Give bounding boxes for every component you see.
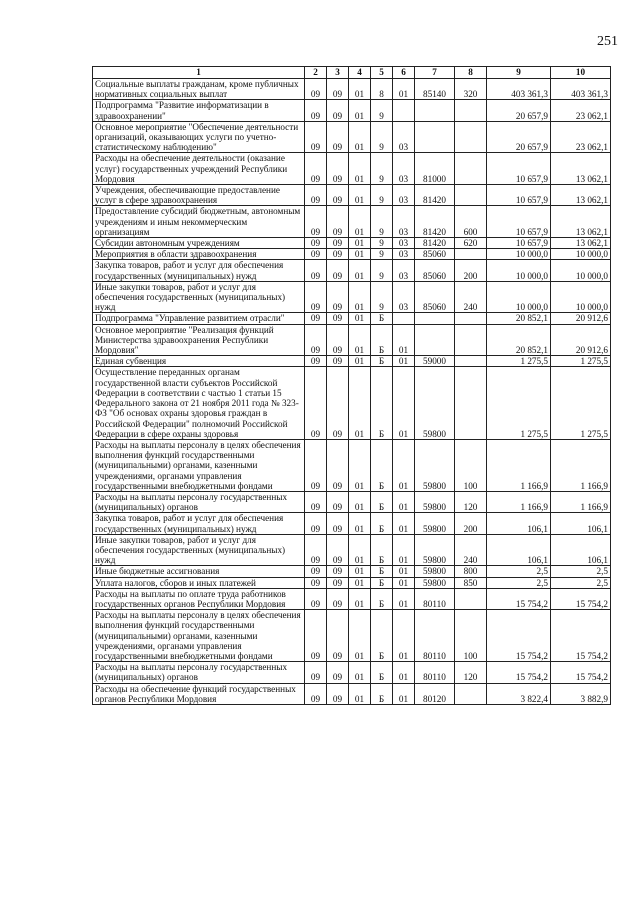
table-row	[93, 260, 611, 281]
cell-code: 09	[327, 513, 349, 534]
cell-code: 85140	[415, 79, 455, 100]
cell-code: 01	[349, 588, 371, 609]
row-name: Учреждения, обеспечивающие предоставление услуг в сфере здравоохранения	[93, 185, 305, 206]
cell-amount: 23 062,1	[551, 100, 611, 121]
row-name: Расходы на выплаты персоналу государственных (муниципальных) органов	[93, 491, 305, 512]
cell-code: 01	[349, 206, 371, 238]
cell-code: 09	[327, 281, 349, 313]
cell-code: 09	[305, 260, 327, 281]
cell-code: 85060	[415, 249, 455, 260]
cell-code: 09	[327, 588, 349, 609]
table-row	[93, 206, 611, 238]
cell-code: Б	[371, 683, 393, 704]
cell-code: 09	[327, 260, 349, 281]
row-name: Мероприятия в области здравоохранения	[93, 249, 305, 260]
cell-code: 120	[455, 491, 487, 512]
cell-code: 09	[327, 566, 349, 577]
cell-code	[455, 121, 487, 153]
cell-code: 81000	[415, 153, 455, 185]
row-name: Субсидии автономным учреждениям	[93, 238, 305, 249]
cell-code: 01	[349, 513, 371, 534]
cell-code	[415, 121, 455, 153]
cell-code: 9	[371, 206, 393, 238]
cell-code: Б	[371, 610, 393, 662]
cell-code: Б	[371, 356, 393, 367]
cell-code: 200	[455, 260, 487, 281]
cell-amount: 106,1	[487, 513, 551, 534]
row-name: Иные закупки товаров, работ и услуг для обеспечения государственных (муниципальных) нужд	[93, 281, 305, 313]
row-name: Осуществление переданных органам государственной власти субъектов Российской Федерации в соответствии с частью 1 статьи 15 Федерального закона от 21 ноября 2011 года № 323-ФЗ "Об основах охраны здоровья граждан в Российской Федерации" полномочий Российской Федерации в сфере охраны здоровья	[93, 367, 305, 439]
cell-code: 09	[327, 153, 349, 185]
table-row	[93, 356, 611, 367]
cell-code: 09	[305, 356, 327, 367]
cell-code: 09	[305, 683, 327, 704]
cell-code: 01	[349, 249, 371, 260]
cell-code: 01	[349, 577, 371, 588]
cell-code: 09	[327, 577, 349, 588]
cell-code	[455, 324, 487, 356]
cell-code: 09	[305, 79, 327, 100]
col-header: 4	[349, 67, 371, 79]
cell-code: 09	[305, 662, 327, 683]
cell-amount: 403 361,3	[487, 79, 551, 100]
cell-code: 09	[305, 566, 327, 577]
table-row	[93, 577, 611, 588]
table-row	[93, 249, 611, 260]
cell-code: 09	[305, 153, 327, 185]
cell-code	[455, 100, 487, 121]
table-row	[93, 491, 611, 512]
cell-code: 80110	[415, 610, 455, 662]
cell-amount: 106,1	[551, 513, 611, 534]
cell-amount: 403 361,3	[551, 79, 611, 100]
cell-code: 09	[327, 238, 349, 249]
cell-code: 09	[305, 577, 327, 588]
cell-code: 09	[327, 100, 349, 121]
cell-code: 09	[305, 121, 327, 153]
table-row	[93, 79, 611, 100]
cell-amount: 10 657,9	[487, 206, 551, 238]
table-row	[93, 121, 611, 153]
cell-code: 85060	[415, 260, 455, 281]
cell-amount: 10 657,9	[487, 238, 551, 249]
table-row	[93, 281, 611, 313]
cell-code: 01	[349, 260, 371, 281]
table-header-row	[93, 67, 611, 79]
col-header: 2	[305, 67, 327, 79]
cell-amount: 20 657,9	[487, 100, 551, 121]
cell-code	[455, 313, 487, 324]
table-row	[93, 153, 611, 185]
cell-code: 80110	[415, 662, 455, 683]
cell-code: 59800	[415, 534, 455, 566]
cell-code: 200	[455, 513, 487, 534]
cell-code: 800	[455, 566, 487, 577]
cell-code: 01	[393, 439, 415, 491]
cell-code: 01	[349, 491, 371, 512]
table-body	[93, 79, 611, 705]
cell-code: 09	[327, 662, 349, 683]
cell-code: 03	[393, 153, 415, 185]
cell-code: 03	[393, 260, 415, 281]
cell-code: 09	[327, 367, 349, 439]
cell-amount: 2,5	[551, 577, 611, 588]
cell-code: 01	[349, 439, 371, 491]
cell-code: 09	[327, 206, 349, 238]
cell-code: 01	[349, 100, 371, 121]
cell-code: 09	[327, 185, 349, 206]
cell-code: 01	[393, 79, 415, 100]
cell-code: 01	[349, 238, 371, 249]
row-name: Иные закупки товаров, работ и услуг для обеспечения государственных (муниципальных) нужд	[93, 534, 305, 566]
col-header: 1	[93, 67, 305, 79]
col-header: 10	[551, 67, 611, 79]
cell-code: 9	[371, 153, 393, 185]
cell-code: 09	[305, 313, 327, 324]
table-row	[93, 566, 611, 577]
cell-amount: 2,5	[551, 566, 611, 577]
row-name: Подпрограмма "Управление развитием отрасли"	[93, 313, 305, 324]
cell-code: 01	[349, 662, 371, 683]
cell-code: 59800	[415, 439, 455, 491]
cell-code: 81420	[415, 206, 455, 238]
cell-code: 01	[393, 566, 415, 577]
table-row	[93, 662, 611, 683]
cell-code: 9	[371, 260, 393, 281]
cell-code: 59800	[415, 566, 455, 577]
cell-code: 59800	[415, 577, 455, 588]
cell-code: 01	[349, 324, 371, 356]
cell-amount: 10 657,9	[487, 153, 551, 185]
cell-code: 80120	[415, 683, 455, 704]
cell-code: 01	[349, 153, 371, 185]
cell-code: 09	[305, 439, 327, 491]
cell-code	[455, 367, 487, 439]
cell-amount: 3 822,4	[487, 683, 551, 704]
cell-code: 01	[349, 610, 371, 662]
cell-amount: 20 852,1	[487, 313, 551, 324]
table-row	[93, 683, 611, 704]
cell-code: 09	[305, 534, 327, 566]
cell-code: 100	[455, 610, 487, 662]
row-name: Единая субвенция	[93, 356, 305, 367]
cell-code: 81420	[415, 238, 455, 249]
cell-code: 9	[371, 121, 393, 153]
cell-code: 120	[455, 662, 487, 683]
cell-code: 9	[371, 100, 393, 121]
cell-amount: 15 754,2	[487, 610, 551, 662]
row-name: Расходы на выплаты по оплате труда работников государственных органов Республики Мордовия	[93, 588, 305, 609]
cell-code: 09	[327, 324, 349, 356]
table-row	[93, 100, 611, 121]
cell-code: 81420	[415, 185, 455, 206]
cell-amount: 10 000,0	[551, 249, 611, 260]
cell-code: 09	[305, 491, 327, 512]
cell-amount: 2,5	[487, 577, 551, 588]
cell-amount: 10 000,0	[487, 249, 551, 260]
cell-code	[455, 588, 487, 609]
col-header: 7	[415, 67, 455, 79]
row-name: Уплата налогов, сборов и иных платежей	[93, 577, 305, 588]
cell-code: 9	[371, 249, 393, 260]
table-row	[93, 324, 611, 356]
cell-code: 01	[349, 683, 371, 704]
cell-code: 09	[305, 324, 327, 356]
cell-code: 100	[455, 439, 487, 491]
cell-code: 03	[393, 238, 415, 249]
row-name: Иные бюджетные ассигнования	[93, 566, 305, 577]
cell-code: 9	[371, 238, 393, 249]
cell-code: 03	[393, 121, 415, 153]
col-header: 6	[393, 67, 415, 79]
cell-code: 59000	[415, 356, 455, 367]
cell-code: 59800	[415, 491, 455, 512]
cell-code: 01	[349, 79, 371, 100]
cell-amount: 20 852,1	[487, 324, 551, 356]
cell-code: Б	[371, 513, 393, 534]
cell-code: Б	[371, 588, 393, 609]
table-row	[93, 513, 611, 534]
cell-code: 01	[393, 577, 415, 588]
cell-amount: 1 166,9	[551, 491, 611, 512]
cell-amount: 1 275,5	[551, 367, 611, 439]
cell-code: 240	[455, 534, 487, 566]
row-name: Социальные выплаты гражданам, кроме публичных нормативных социальных выплат	[93, 79, 305, 100]
cell-amount: 15 754,2	[487, 662, 551, 683]
cell-code: 09	[305, 238, 327, 249]
row-name: Расходы на обеспечение деятельности (оказание услуг) государственных учреждений Республики Мордовия	[93, 153, 305, 185]
cell-code: 09	[305, 513, 327, 534]
table-row	[93, 439, 611, 491]
col-header: 8	[455, 67, 487, 79]
cell-code: 09	[305, 588, 327, 609]
cell-amount: 20 657,9	[487, 121, 551, 153]
cell-amount: 10 000,0	[551, 260, 611, 281]
cell-code: Б	[371, 313, 393, 324]
cell-code: 01	[349, 121, 371, 153]
cell-code: 01	[349, 367, 371, 439]
table-row	[93, 534, 611, 566]
cell-code: Б	[371, 324, 393, 356]
row-name: Расходы на выплаты персоналу в целях обеспечения выполнения функций государственными (муниципальными) органами, казенными учреждениями, органами управления государственными внебюджетными фондами	[93, 439, 305, 491]
col-header: 3	[327, 67, 349, 79]
cell-amount: 106,1	[487, 534, 551, 566]
cell-code: 01	[393, 610, 415, 662]
cell-amount: 15 754,2	[551, 610, 611, 662]
cell-code: 01	[349, 185, 371, 206]
cell-amount: 15 754,2	[551, 662, 611, 683]
cell-code: Б	[371, 367, 393, 439]
cell-code: 09	[327, 356, 349, 367]
cell-code: 09	[305, 206, 327, 238]
cell-amount: 13 062,1	[551, 153, 611, 185]
cell-code: 320	[455, 79, 487, 100]
cell-amount: 20 912,6	[551, 324, 611, 356]
cell-amount: 13 062,1	[551, 206, 611, 238]
row-name: Предоставление субсидий бюджетным, автономным учреждениям и иным некоммерческим организациям	[93, 206, 305, 238]
table-row	[93, 588, 611, 609]
table-row	[93, 185, 611, 206]
cell-code: 09	[305, 610, 327, 662]
row-name: Основное мероприятие "Обеспечение деятельности организаций, оказывающих услуги по учетно-статистическому наблюдению"	[93, 121, 305, 153]
cell-code: 01	[349, 356, 371, 367]
cell-amount: 13 062,1	[551, 185, 611, 206]
cell-code: 09	[327, 79, 349, 100]
cell-code: 01	[393, 534, 415, 566]
cell-code: 620	[455, 238, 487, 249]
cell-amount: 10 000,0	[487, 281, 551, 313]
cell-amount: 15 754,2	[487, 588, 551, 609]
cell-code: 09	[327, 491, 349, 512]
cell-amount: 106,1	[551, 534, 611, 566]
cell-code: 01	[349, 313, 371, 324]
cell-amount: 1 275,5	[487, 356, 551, 367]
cell-code	[415, 313, 455, 324]
cell-amount: 1 166,9	[487, 439, 551, 491]
cell-code: Б	[371, 662, 393, 683]
row-name: Расходы на выплаты персоналу государственных (муниципальных) органов	[93, 662, 305, 683]
cell-code: 09	[327, 534, 349, 566]
cell-code: 850	[455, 577, 487, 588]
cell-code: 01	[393, 662, 415, 683]
row-name: Основное мероприятие "Реализация функций Министерства здравоохранения Республики Мордовия"	[93, 324, 305, 356]
cell-amount: 13 062,1	[551, 238, 611, 249]
cell-code: 03	[393, 281, 415, 313]
cell-code	[455, 185, 487, 206]
cell-code: 8	[371, 79, 393, 100]
cell-code: 03	[393, 206, 415, 238]
cell-code: 03	[393, 185, 415, 206]
cell-amount: 1 166,9	[551, 439, 611, 491]
budget-table	[92, 66, 611, 705]
cell-amount: 3 882,9	[551, 683, 611, 704]
cell-code: 01	[393, 588, 415, 609]
cell-code: Б	[371, 439, 393, 491]
cell-amount: 1 275,5	[487, 367, 551, 439]
cell-code: 09	[327, 249, 349, 260]
cell-code: Б	[371, 577, 393, 588]
cell-code: 01	[393, 491, 415, 512]
cell-code: 600	[455, 206, 487, 238]
cell-code: 09	[327, 610, 349, 662]
cell-code: 09	[327, 121, 349, 153]
cell-code: 80110	[415, 588, 455, 609]
cell-code: 01	[349, 281, 371, 313]
cell-code	[393, 313, 415, 324]
cell-code: Б	[371, 534, 393, 566]
cell-amount: 10 000,0	[551, 281, 611, 313]
col-header: 5	[371, 67, 393, 79]
cell-code: 09	[327, 683, 349, 704]
cell-amount: 10 657,9	[487, 185, 551, 206]
cell-code: 9	[371, 185, 393, 206]
cell-code	[455, 153, 487, 185]
page-number: 251	[597, 34, 618, 49]
cell-code: 59800	[415, 513, 455, 534]
cell-code: 09	[327, 313, 349, 324]
cell-code: 01	[393, 513, 415, 534]
cell-code: 09	[305, 367, 327, 439]
table-row	[93, 367, 611, 439]
cell-code: 01	[393, 324, 415, 356]
cell-code: 09	[305, 281, 327, 313]
table-row	[93, 610, 611, 662]
cell-code: 01	[393, 683, 415, 704]
cell-code: 09	[305, 100, 327, 121]
cell-amount: 10 000,0	[487, 260, 551, 281]
table-row	[93, 313, 611, 324]
cell-code: 09	[305, 185, 327, 206]
row-name: Расходы на обеспечение функций государственных органов Республики Мордовия	[93, 683, 305, 704]
cell-code	[455, 356, 487, 367]
cell-code: 01	[393, 367, 415, 439]
cell-code: 59800	[415, 367, 455, 439]
cell-code: 85060	[415, 281, 455, 313]
cell-amount: 23 062,1	[551, 121, 611, 153]
row-name: Расходы на выплаты персоналу в целях обеспечения выполнения функций государственными (муниципальными) органами, казенными учреждениями, органами управления государственными внебюджетными фондами	[93, 610, 305, 662]
cell-code: 01	[349, 534, 371, 566]
cell-code: 09	[305, 249, 327, 260]
cell-code: 240	[455, 281, 487, 313]
cell-code: Б	[371, 566, 393, 577]
cell-amount: 15 754,2	[551, 588, 611, 609]
cell-amount: 1 166,9	[487, 491, 551, 512]
cell-code: 03	[393, 249, 415, 260]
cell-code: 9	[371, 281, 393, 313]
cell-code	[415, 324, 455, 356]
row-name: Закупка товаров, работ и услуг для обеспечения государственных (муниципальных) нужд	[93, 513, 305, 534]
col-header: 9	[487, 67, 551, 79]
cell-amount: 1 275,5	[551, 356, 611, 367]
cell-code: 09	[327, 439, 349, 491]
cell-code: 01	[349, 566, 371, 577]
cell-code: Б	[371, 491, 393, 512]
cell-code	[455, 683, 487, 704]
cell-code: 01	[393, 356, 415, 367]
cell-code	[415, 100, 455, 121]
cell-amount: 2,5	[487, 566, 551, 577]
table-row	[93, 238, 611, 249]
cell-amount: 20 912,6	[551, 313, 611, 324]
cell-code	[393, 100, 415, 121]
row-name: Закупка товаров, работ и услуг для обеспечения государственных (муниципальных) нужд	[93, 260, 305, 281]
cell-code	[455, 249, 487, 260]
row-name: Подпрограмма "Развитие информатизации в здравоохранении"	[93, 100, 305, 121]
